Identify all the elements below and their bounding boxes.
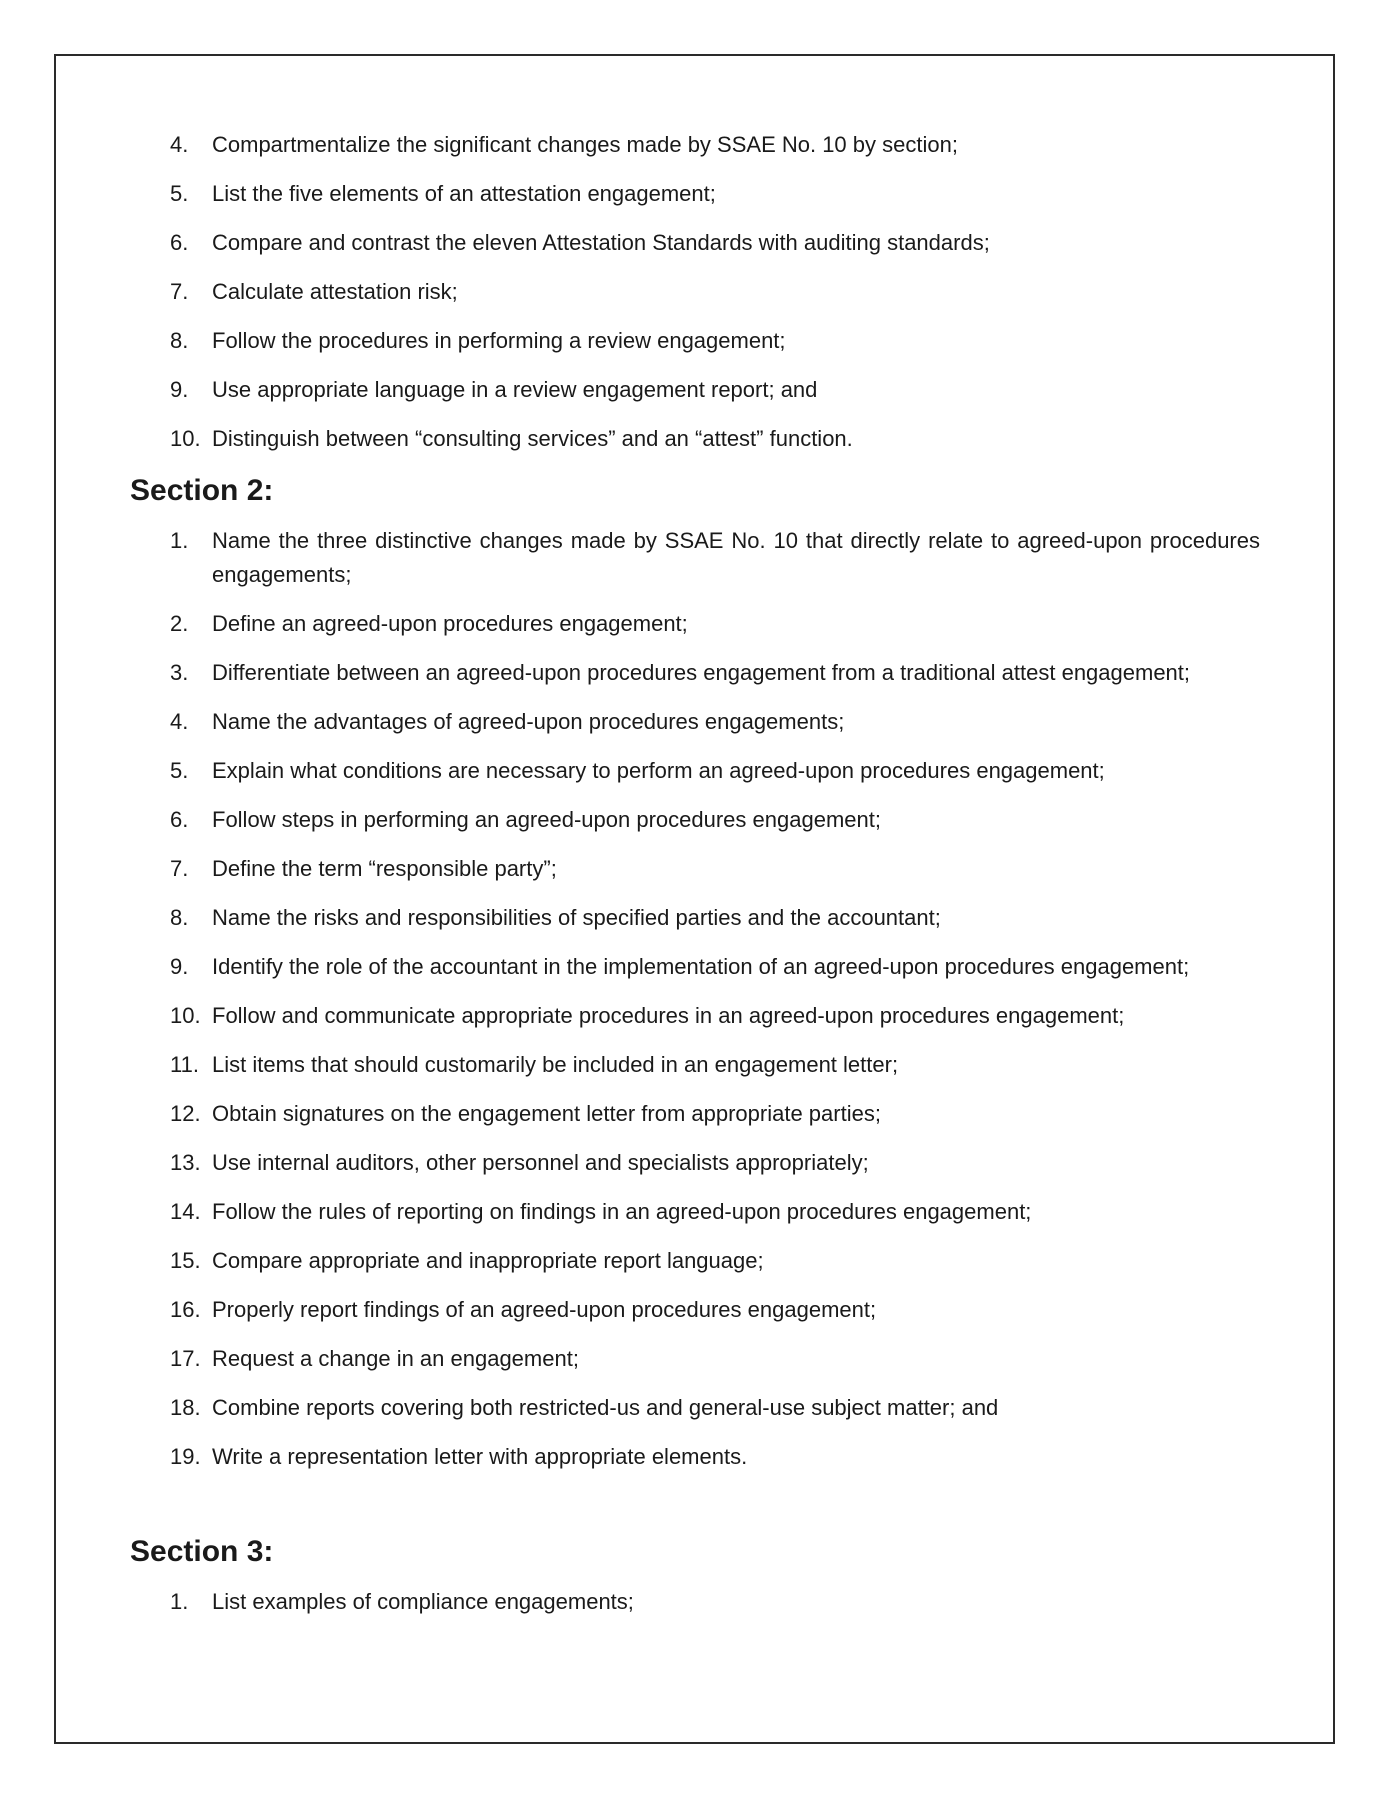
item-number: 1. [170, 528, 189, 553]
item-text: List the five elements of an attestation engagement; [212, 181, 716, 206]
item-number: 4. [170, 709, 189, 734]
item-text: Name the advantages of agreed-upon procedures engagements; [212, 709, 845, 734]
item-number: 10. [170, 426, 201, 451]
item-number: 12. [170, 1101, 201, 1126]
item-number: 9. [170, 377, 189, 402]
item-number: 5. [170, 758, 189, 783]
list-item [130, 656, 1260, 690]
document-content [130, 128, 1260, 1634]
item-number: 10. [170, 1003, 201, 1028]
item-text: Compartmentalize the significant changes made by SSAE No. 10 by section; [212, 132, 958, 157]
list-item [130, 128, 1260, 162]
list-item [130, 324, 1260, 358]
item-number: 9. [170, 954, 189, 979]
list-item [130, 1585, 1260, 1619]
list-item [130, 1244, 1260, 1278]
list-item [130, 1391, 1260, 1425]
item-number: 15. [170, 1248, 201, 1273]
item-text: Obtain signatures on the engagement letter from appropriate parties; [212, 1101, 881, 1126]
item-number: 14. [170, 1199, 201, 1224]
item-number: 19. [170, 1444, 201, 1469]
item-number: 7. [170, 856, 189, 881]
item-text: Write a representation letter with appropriate elements. [212, 1444, 748, 1469]
list-item [130, 754, 1260, 788]
item-number: 4. [170, 132, 189, 157]
item-number: 6. [170, 807, 189, 832]
item-text: Explain what conditions are necessary to perform an agreed-upon procedures engagement; [212, 758, 1105, 783]
item-text: Define the term “responsible party”; [212, 856, 557, 881]
item-text: Identify the role of the accountant in the implementation of an agreed-upon procedures engagement; [212, 954, 1190, 979]
item-text: Use internal auditors, other personnel and specialists appropriately; [212, 1150, 869, 1175]
item-text: Name the risks and responsibilities of specified parties and the accountant; [212, 905, 941, 930]
item-text: Follow the procedures in performing a review engagement; [212, 328, 786, 353]
item-number: 1. [170, 1589, 189, 1614]
item-text: Follow the rules of reporting on findings in an agreed-upon procedures engagement; [212, 1199, 1032, 1224]
list-item [130, 705, 1260, 739]
item-number: 5. [170, 181, 189, 206]
item-number: 2. [170, 611, 189, 636]
list-item [130, 1048, 1260, 1082]
item-text: Request a change in an engagement; [212, 1346, 579, 1371]
item-number: 13. [170, 1150, 201, 1175]
list-item [130, 901, 1260, 935]
item-text: Compare and contrast the eleven Attestation Standards with auditing standards; [212, 230, 990, 255]
item-number: 11. [170, 1052, 199, 1077]
list-item [130, 226, 1260, 260]
item-number: 17. [170, 1346, 201, 1371]
section2-objectives-list [130, 524, 1260, 1474]
list-item [130, 803, 1260, 837]
item-text: Distinguish between “consulting services” and an “attest” function. [212, 426, 853, 451]
list-item [130, 373, 1260, 407]
section1-objectives-list [130, 128, 1260, 456]
item-text: Follow and communicate appropriate procedures in an agreed-upon procedures engagement; [212, 1003, 1125, 1028]
list-item [130, 1342, 1260, 1376]
item-text: Differentiate between an agreed-upon procedures engagement from a traditional attest engagement; [212, 660, 1191, 685]
list-item [130, 1440, 1260, 1474]
section2-heading: Section 2: [130, 474, 274, 507]
item-text: Name the three distinctive changes made by SSAE No. 10 that directly relate to agreed-upon procedures engagements; [212, 528, 1260, 587]
item-text: Combine reports covering both restricted-us and general-use subject matter; and [212, 1395, 999, 1420]
list-item [130, 950, 1260, 984]
list-item [130, 177, 1260, 211]
list-item [130, 1146, 1260, 1180]
list-item [130, 1195, 1260, 1229]
item-number: 8. [170, 905, 189, 930]
item-text: Use appropriate language in a review engagement report; and [212, 377, 818, 402]
list-item [130, 275, 1260, 309]
item-text: List items that should customarily be included in an engagement letter; [212, 1052, 899, 1077]
item-number: 6. [170, 230, 189, 255]
section3-heading: Section 3: [130, 1535, 274, 1568]
item-text: Calculate attestation risk; [212, 279, 458, 304]
item-text: Compare appropriate and inappropriate report language; [212, 1248, 764, 1273]
list-item [130, 1293, 1260, 1327]
item-number: 16. [170, 1297, 201, 1322]
item-number: 8. [170, 328, 189, 353]
list-item [130, 1097, 1260, 1131]
section3-objectives-list [130, 1585, 1260, 1619]
item-number: 18. [170, 1395, 201, 1420]
item-text: Define an agreed-upon procedures engagement; [212, 611, 688, 636]
list-item [130, 852, 1260, 886]
list-item [130, 524, 1260, 592]
list-item [130, 422, 1260, 456]
item-number: 3. [170, 660, 189, 685]
list-item [130, 999, 1260, 1033]
item-text: Properly report findings of an agreed-upon procedures engagement; [212, 1297, 877, 1322]
item-text: Follow steps in performing an agreed-upon procedures engagement; [212, 807, 881, 832]
list-item [130, 607, 1260, 641]
item-text: List examples of compliance engagements; [212, 1589, 634, 1614]
item-number: 7. [170, 279, 189, 304]
